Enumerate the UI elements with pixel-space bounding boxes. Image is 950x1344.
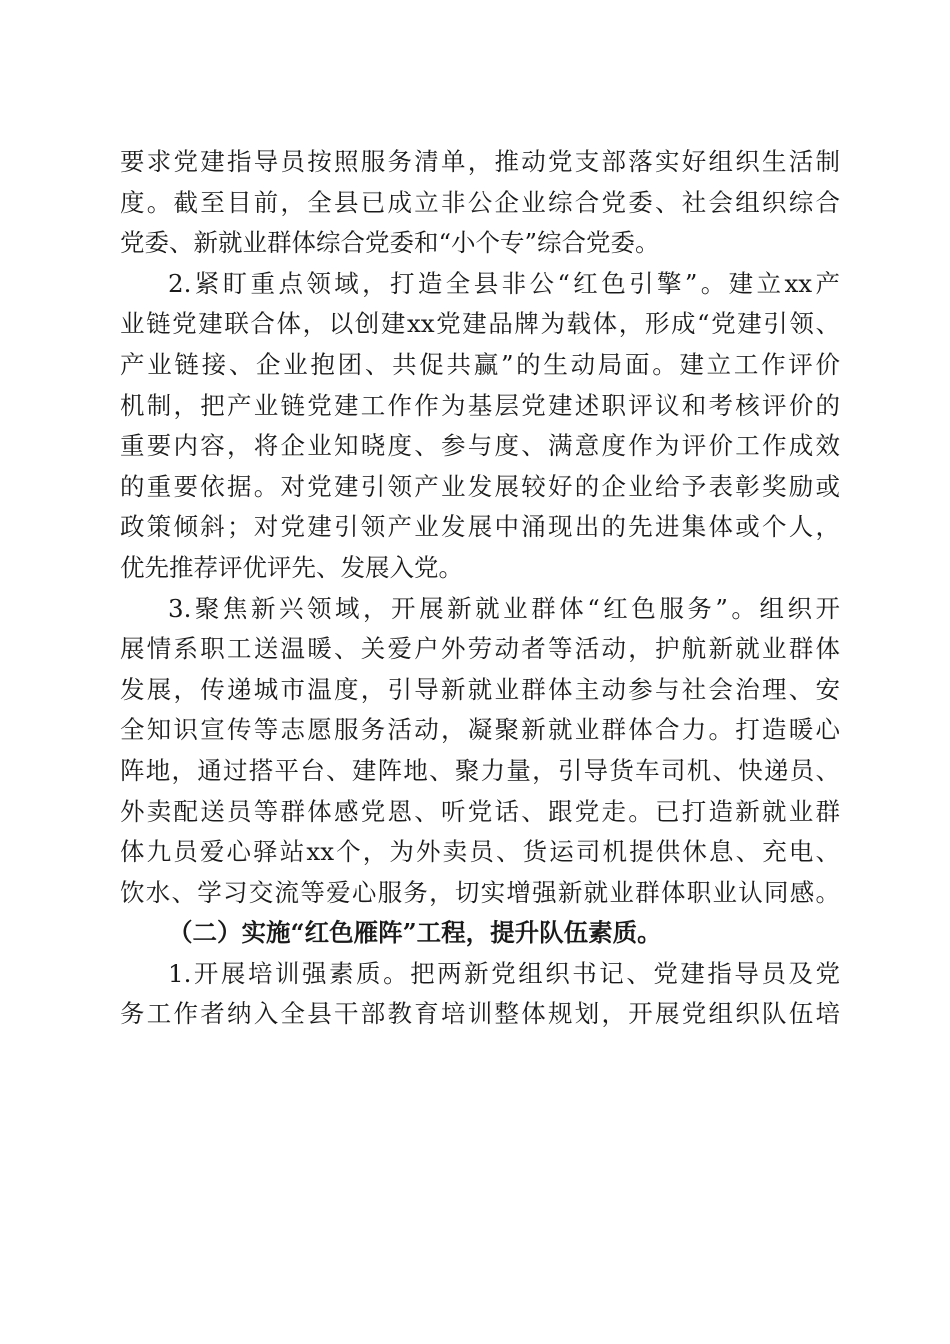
text-line: 机制，把产业链党建工作作为基层党建述职评议和考核评价的 [120, 390, 840, 420]
text-line: 要求党建指导员按照服务清单，推动党支部落实好组织生活制 [120, 147, 840, 176]
text-line: 展情系职工送温暖、关爱户外劳动者等活动，护航新就业群体 [120, 634, 840, 664]
text-line: 产业链接、企业抱团、共促共赢”的生动局面。建立工作评价 [120, 349, 840, 379]
paragraph-start-line: 2.紧盯重点领域，打造全县非公“红色引擎”。建立xx产 [168, 268, 840, 298]
text-line: 外卖配送员等群体感党恩、听党话、跟党走。已打造新就业群 [120, 796, 840, 826]
text-line: 全知识宣传等志愿服务活动，凝聚新就业群体合力。打造暖心 [120, 715, 840, 745]
text-line: 政策倾斜；对党建引领产业发展中涌现出的先进集体或个人， [120, 512, 840, 542]
text-line: 体九员爱心驿站xx个，为外卖员、货运司机提供休息、充电、 [120, 837, 840, 867]
text-line: 饮水、学习交流等爱心服务，切实增强新就业群体职业认同感。 [120, 877, 840, 907]
text-line: 优先推荐评优评先、发展入党。 [120, 552, 463, 582]
text-line: 阵地，通过搭平台、建阵地、聚力量，引导货车司机、快递员、 [120, 755, 840, 785]
paragraph-start-line: 3.聚焦新兴领域，开展新就业群体“红色服务”。组织开 [168, 593, 840, 623]
text-line: 度。截至目前，全县已成立非公企业综合党委、社会组织综合 [120, 187, 840, 217]
text-line: 的重要依据。对党建引领产业发展较好的企业给予表彰奖励或 [120, 471, 840, 501]
text-line: 务工作者纳入全县干部教育培训整体规划，开展党组织队伍培 [120, 999, 840, 1029]
text-line: 党委、新就业群体综合党委和“小个专”综合党委。 [120, 228, 660, 258]
paragraph-start-line: 1.开展培训强素质。把两新党组织书记、党建指导员及党 [168, 958, 840, 988]
document-body [120, 142, 840, 1035]
text-line: 发展，传递城市温度，引导新就业群体主动参与社会治理、安 [120, 674, 840, 704]
section-heading: （二）实施“红色雁阵”工程，提升队伍素质。 [168, 918, 662, 948]
text-line: 业链党建联合体，以创建xx党建品牌为载体，形成“党建引领、 [120, 309, 840, 339]
text-line: 重要内容，将企业知晓度、参与度、满意度作为评价工作成效 [120, 431, 840, 461]
